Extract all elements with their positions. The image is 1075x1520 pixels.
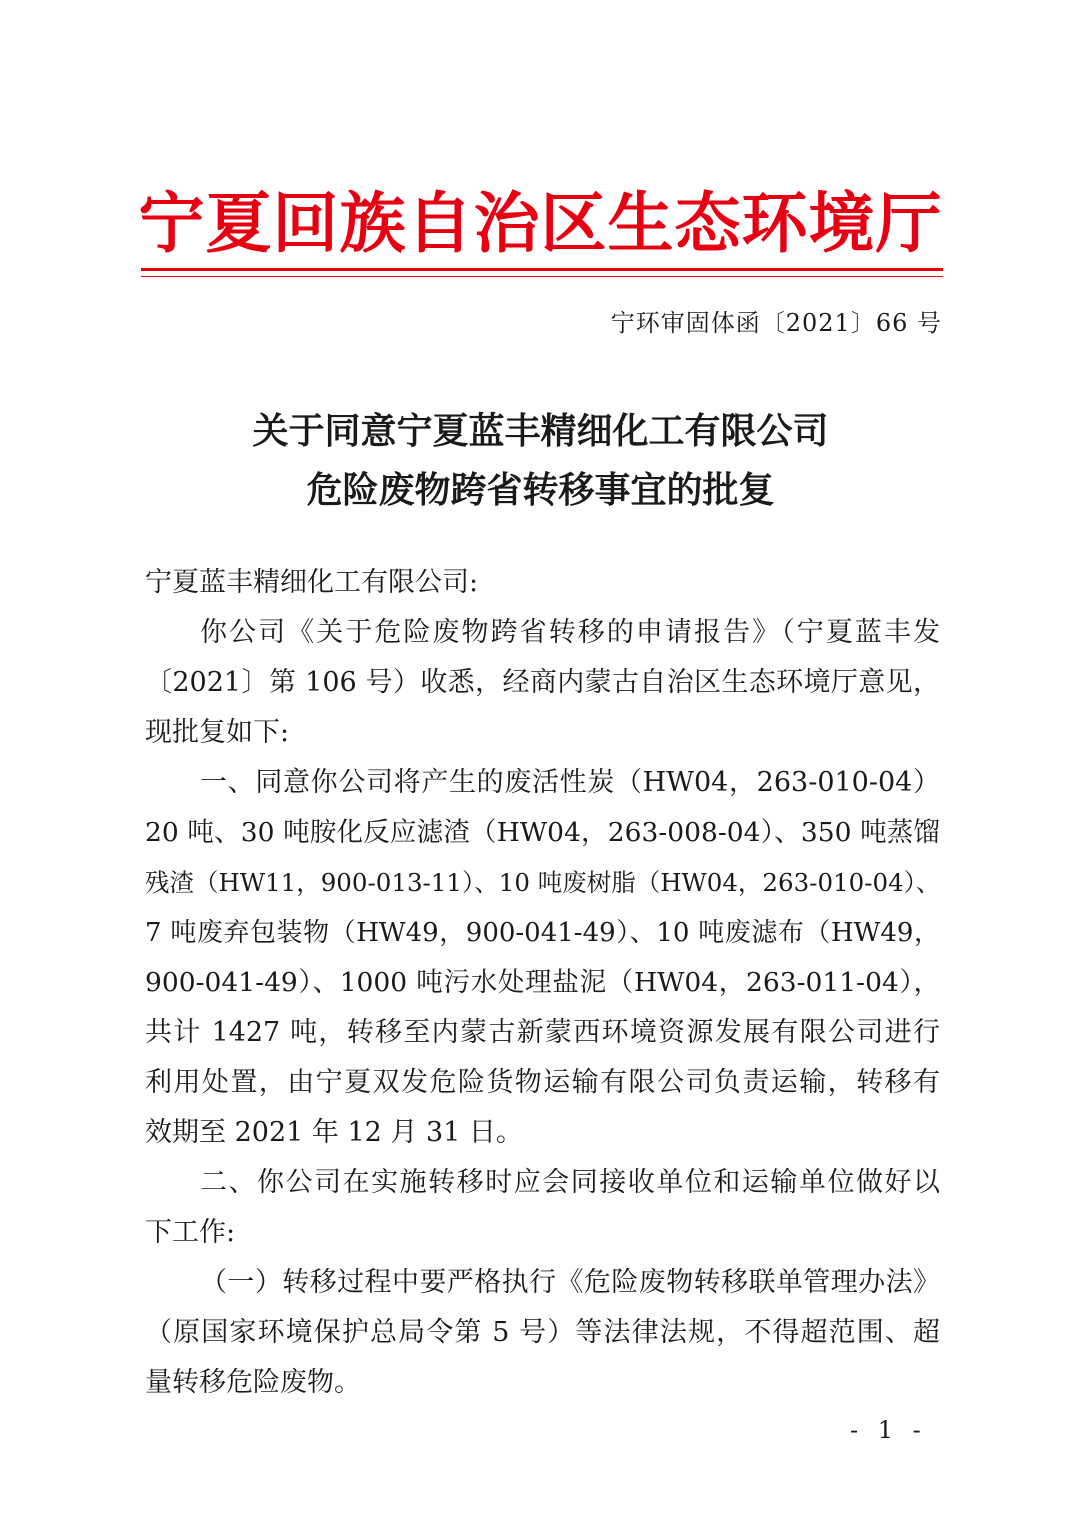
body-line: 下工作: <box>145 1217 236 1248</box>
page-number: - 1 - <box>850 1416 927 1444</box>
body-line: 残渣（HW11，900-013-11）、10 吨废树脂（HW04，263-010-04）、 <box>145 868 941 897</box>
body-line: 现批复如下: <box>145 717 290 748</box>
body-line: 效期至 2021 年 12 月 31 日。 <box>145 1117 523 1148</box>
body-line: 利用处置，由宁夏双发危险货物运输有限公司负责运输，转移有 <box>145 1067 940 1098</box>
body-line: 7 吨废弃包装物（HW49，900-041-49）、10 吨废滤布（HW49， <box>145 918 940 948</box>
addressee-line: 宁夏蓝丰精细化工有限公司: <box>145 567 479 598</box>
body-line: 量转移危险废物。 <box>145 1367 361 1398</box>
body-line: （一）转移过程中要严格执行《危险废物转移联单管理办法》 <box>200 1267 940 1298</box>
document-title-line-2: 危险废物跨省转移事宜的批复 <box>306 469 775 511</box>
issuer-masthead: 宁夏回族自治区生态环境厅 <box>138 185 943 262</box>
masthead-red-rule <box>141 268 943 271</box>
body-line: 〔2021〕第 106 号）收悉，经商内蒙古自治区生态环境厅意见， <box>145 667 940 698</box>
body-line: 一、同意你公司将产生的废活性炭（HW04，263-010-04） <box>200 767 940 798</box>
document-number: 宁环审固体函〔2021〕66 号 <box>610 309 942 337</box>
body-line: 900-041-49）、1000 吨污水处理盐泥（HW04，263-011-04）， <box>145 967 940 998</box>
body-line: 共计 1427 吨，转移至内蒙古新蒙西环境资源发展有限公司进行 <box>145 1017 940 1048</box>
body-line: （原国家环境保护总局令第 5 号）等法律法规，不得超范围、超 <box>145 1317 940 1348</box>
body-line: 你公司《关于危险废物跨省转移的申请报告》（宁夏蓝丰发 <box>200 617 940 648</box>
document-title-line-1: 关于同意宁夏蓝丰精细化工有限公司 <box>252 410 829 452</box>
body-line: 二、你公司在实施转移时应会同接收单位和运输单位做好以 <box>200 1167 940 1198</box>
body-line: 20 吨、30 吨胺化反应滤渣（HW04，263-008-04）、350 吨蒸馏 <box>145 817 940 848</box>
masthead-red-rule-thin <box>141 276 943 277</box>
